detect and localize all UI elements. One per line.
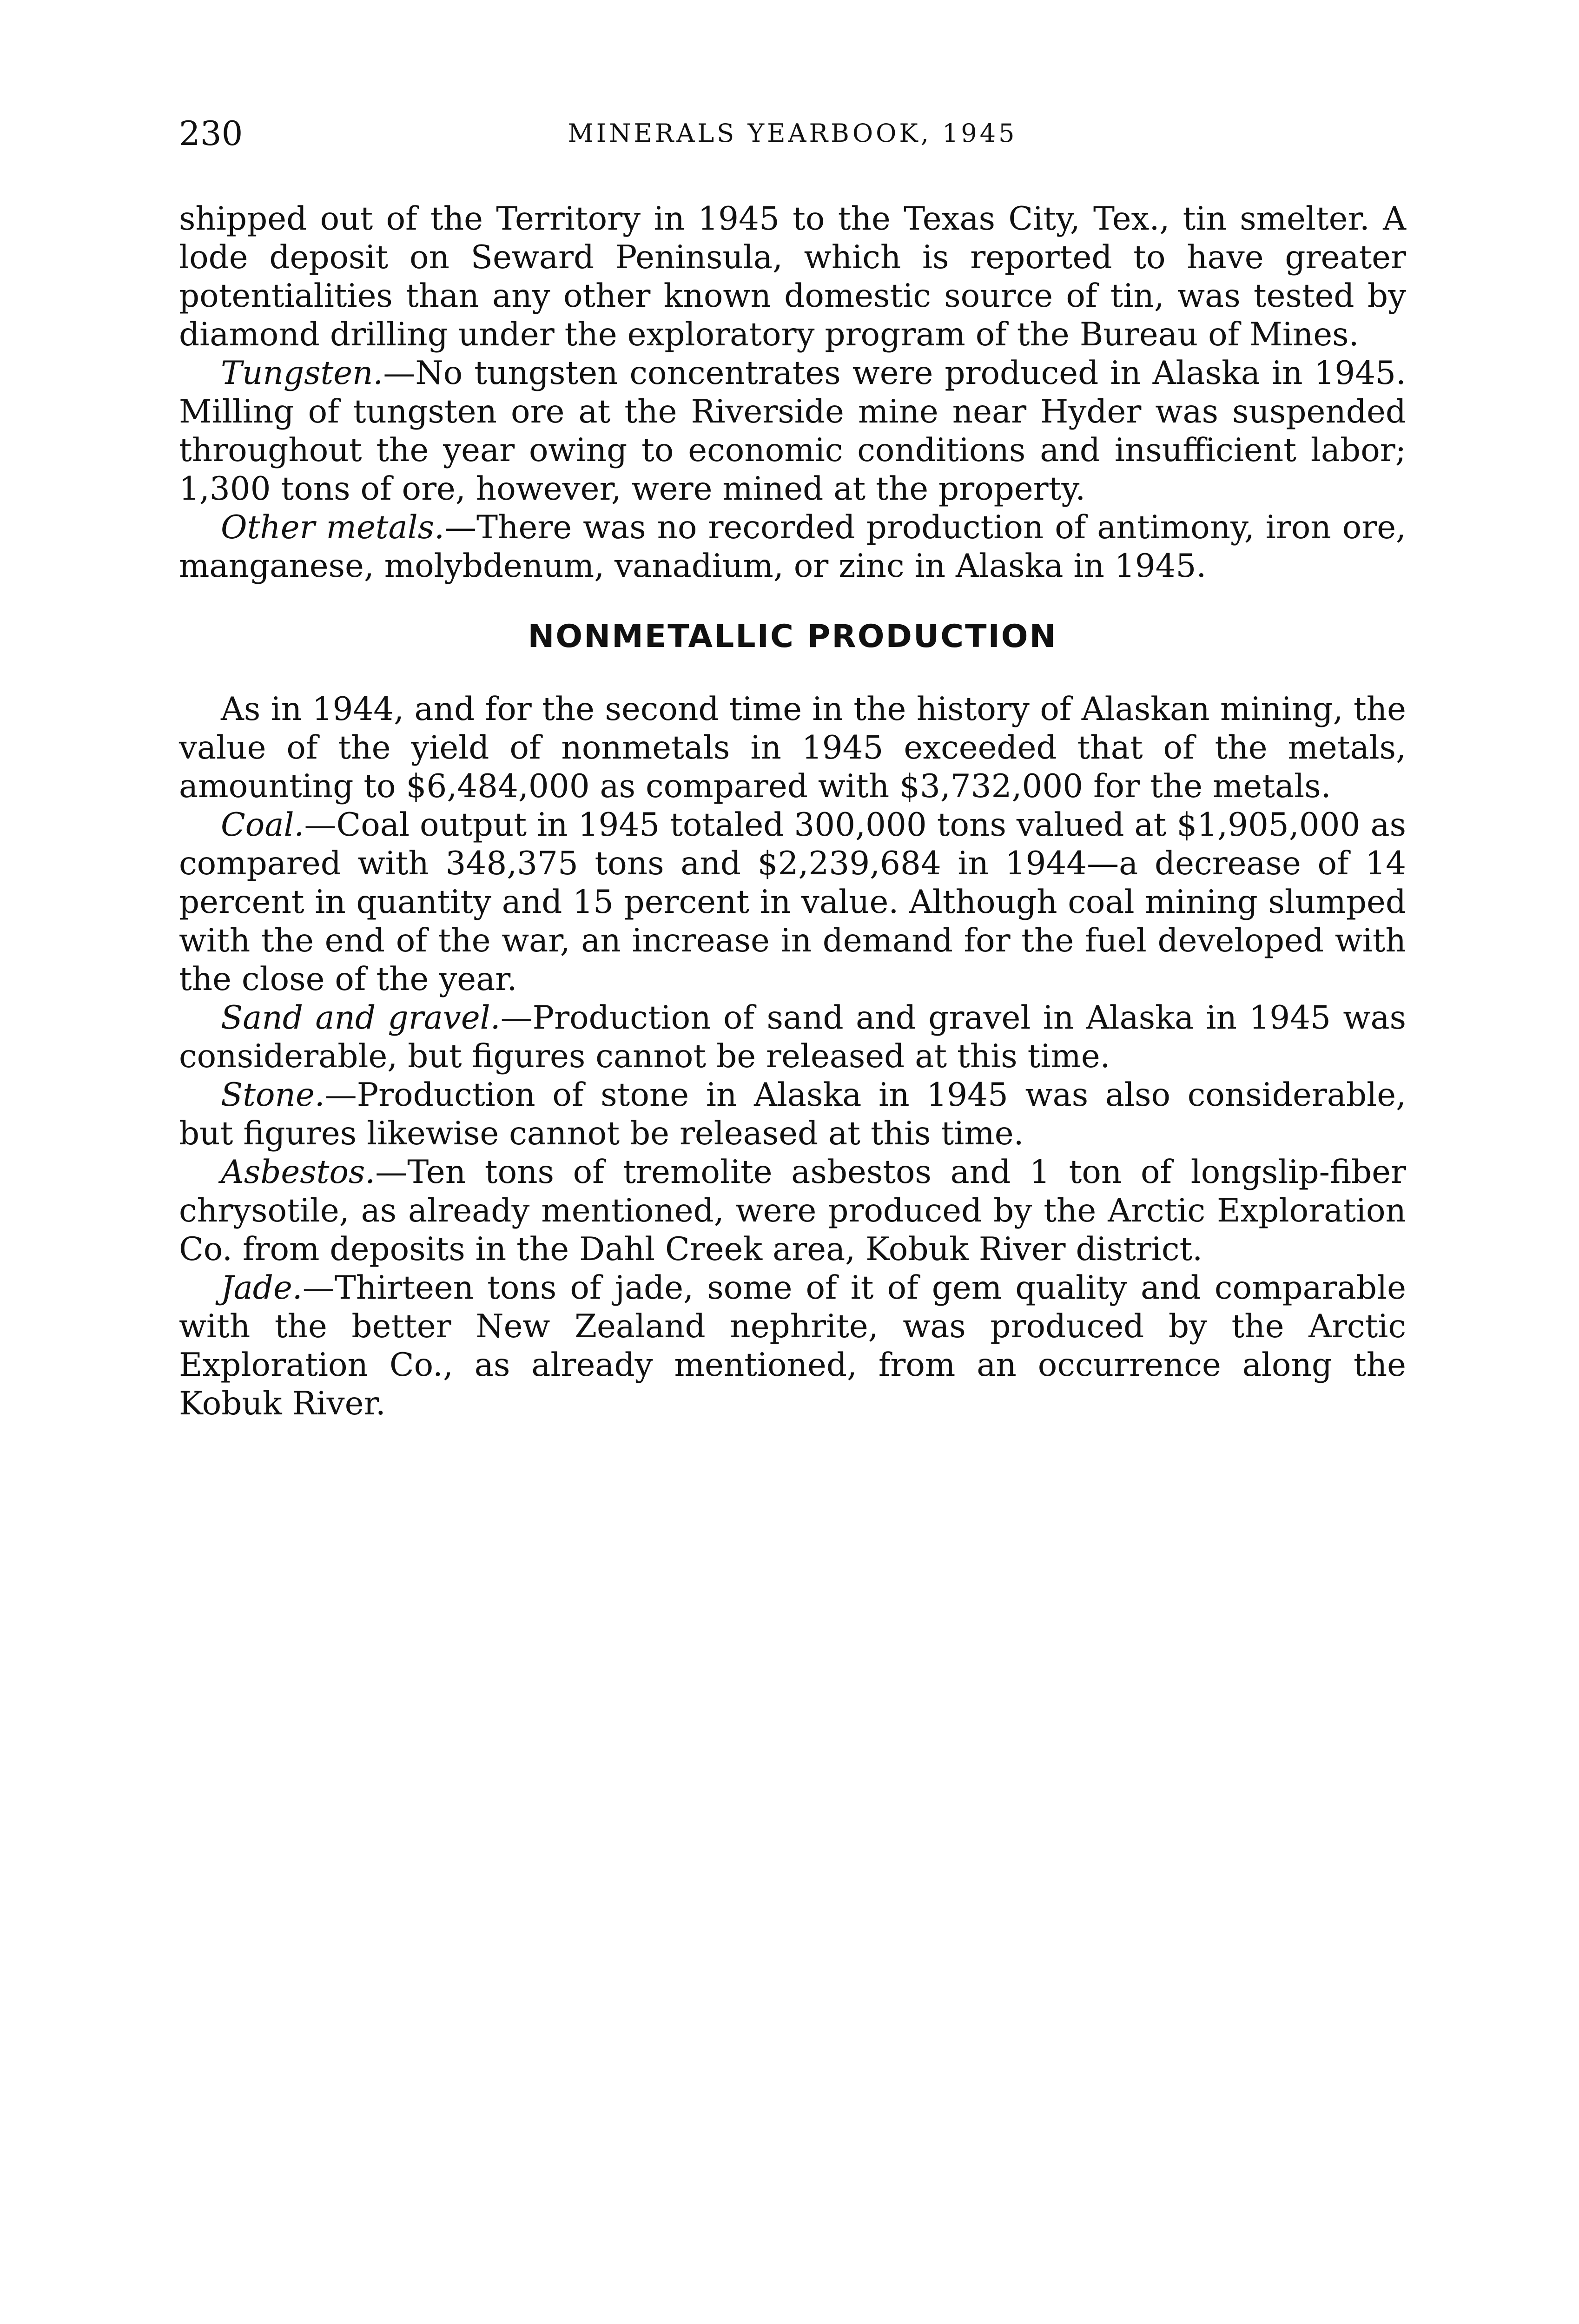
sand-gravel-text: —Production of sand and gravel in Alaska in 1945 was considerable, but figures cannot be released at this time. [179, 999, 1406, 1075]
jade-lead: Jade. [221, 1269, 303, 1307]
stone-text: —Production of stone in Alaska in 1945 was also considerable, but figures likewise cannot be released at this time. [179, 1076, 1406, 1152]
coal-text: —Coal output in 1945 totaled 300,000 tons valued at $1,905,000 as compared with 348,375 tons and $2,239,684 in 1944—a decrease of 14 percent in quantity and 15 percent in value. Although coal mining slumped with the end of the war, an increase in demand for the fuel developed with the close of the year. [179, 806, 1406, 998]
running-head [179, 108, 1406, 159]
other-metals-lead: Other metals. [221, 509, 445, 546]
paragraph-sand-gravel [179, 999, 1406, 1076]
paragraph-other-metals [179, 508, 1406, 586]
tungsten-text: —No tungsten concentrates were produced in Alaska in 1945. Milling of tungsten ore at the Riverside mine near Hyder was suspended throughout the year owing to economic conditions and insufficient labor; 1,300 tons of ore, however, were mined at the property. [179, 355, 1406, 508]
body-text [179, 200, 1406, 1423]
other-metals-text: —There was no recorded production of antimony, iron ore, manganese, molybdenum, vanadium, or zinc in Alaska in 1945. [179, 509, 1406, 585]
asbestos-text: —Ten tons of tremolite asbestos and 1 ton of longslip-fiber chrysotile, as already mentioned, were produced by the Arctic Exploration Co. from deposits in the Dahl Creek area, Kobuk River district. [179, 1154, 1406, 1268]
page-number: 230 [179, 114, 243, 153]
paragraph-tin-continued: shipped out of the Territory in 1945 to the Texas City, Tex., tin smelter. A lode deposit on Seward Peninsula, which is reported to have greater potentialities than any other known domestic source of tin, was tested by diamond drilling under the exploratory program of the Bureau of Mines. [179, 200, 1406, 353]
section-heading-nonmetallic: NONMETALLIC PRODUCTION [528, 618, 1057, 655]
tungsten-lead: Tungsten. [221, 355, 383, 392]
paragraph-stone [179, 1076, 1406, 1153]
jade-text: —Thirteen tons of jade, some of it of gem quality and comparable with the better New Zealand nephrite, was produced by the Arctic Exploration Co., as already mentioned, from an occurrence along the Kobuk River. [179, 1269, 1406, 1422]
running-title: MINERALS YEARBOOK, 1945 [568, 119, 1017, 148]
coal-lead: Coal. [221, 806, 304, 844]
sand-gravel-lead: Sand and gravel. [221, 999, 501, 1037]
paragraph-asbestos [179, 1153, 1406, 1269]
paragraph-jade [179, 1269, 1406, 1423]
paragraph-nonmetallic-intro: As in 1944, and for the second time in the history of Alaskan mining, the value of the yield of nonmetals in 1945 exceeded that of the metals, amounting to $6,484,000 as compared with $3,732,000 for the metals. [179, 691, 1406, 805]
stone-lead: Stone. [221, 1076, 325, 1114]
paragraph-coal [179, 806, 1406, 999]
asbestos-lead: Asbestos. [221, 1154, 376, 1191]
paragraph-tungsten [179, 354, 1406, 508]
